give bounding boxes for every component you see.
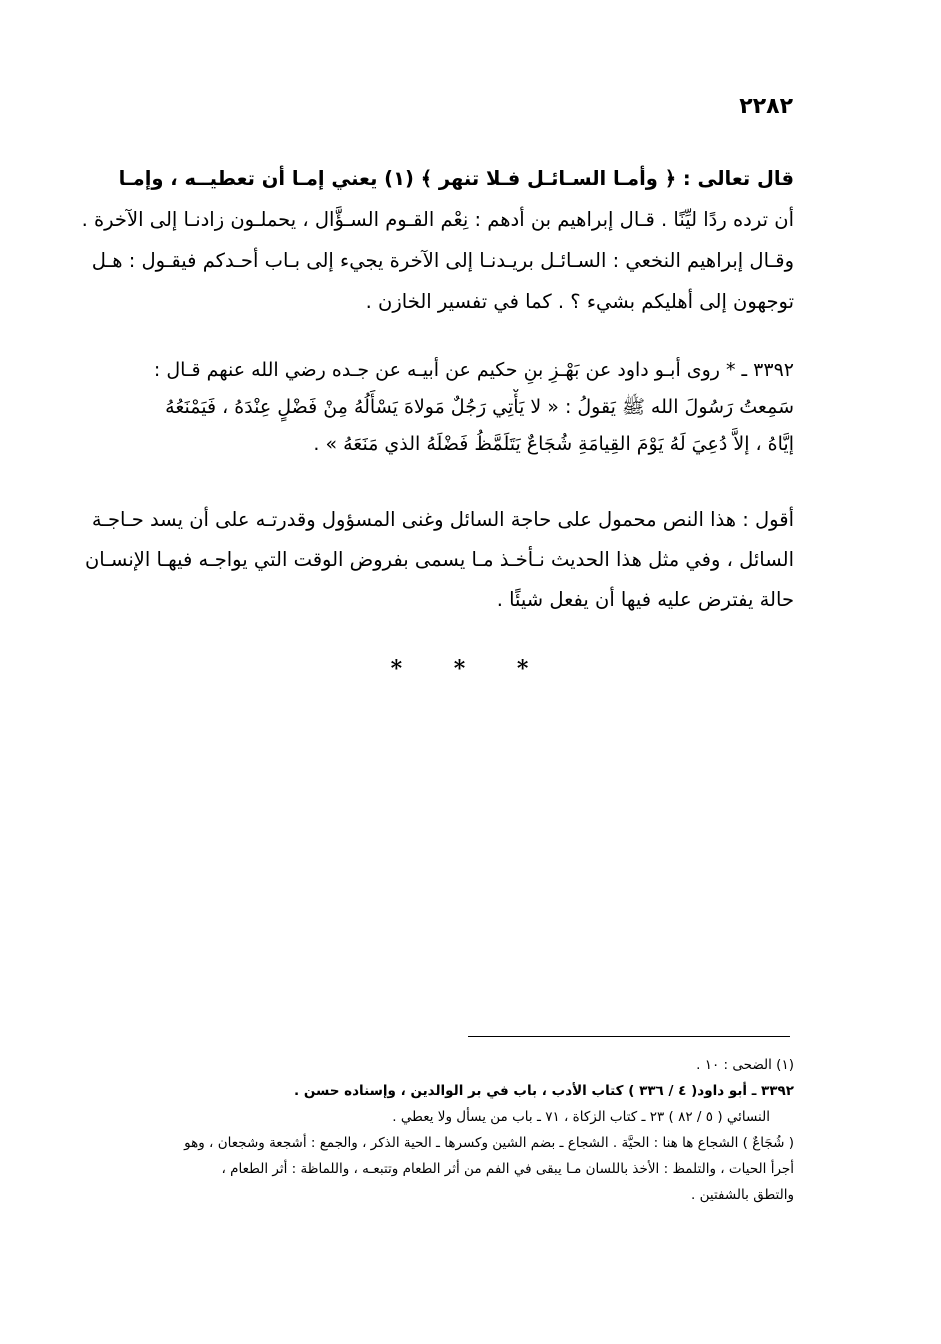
paragraph-line: توجهون إلى أهليكم بشيء ؟ . كما في تفسير الخازن . (365, 290, 794, 313)
commentary-line: أقول : هذا النص محمول على حاجة السائل وغنى المسؤول وقدرتـه على أن يسد حـاجـة (91, 508, 794, 531)
section-separator: * * * (390, 656, 551, 682)
hadith-line: إيَّاهُ ، إلاَّ دُعِيَ لَهُ يَوْمَ القِيامَةِ شُجَاعٌ يَتَلَمَّظُ فَضْلَهُ الذي مَنَعَهُ » . (313, 433, 794, 455)
commentary-block (74, 500, 794, 620)
footnote-line: أجرأ الحيات ، والتلمظ : الأخذ باللسان مـا يبقى في الفم من أثر الطعام وتتبعـه ، واللماظة : أثر الطعام ، (221, 1161, 794, 1177)
footnote-line: ٣٣٩٢ ـ أبو داود( ٤ / ٣٣٦ ) كتاب الأدب ، باب في بر الوالدين ، وإسناده حسن . (294, 1083, 794, 1099)
commentary-line: حالة يفترض عليه فيها أن يفعل شيئًا . (496, 588, 794, 611)
footnote-line: ( شُجَاعٌ ) الشجاع ها هنا : الحيَّة . الشجاع ـ بضم الشين وكسرها ـ الحية الذكر ، والجمع : أشجعة وشجعان ، وهو (184, 1135, 794, 1151)
footnotes (74, 1052, 794, 1208)
footnote-divider (468, 1036, 790, 1037)
footnote-line: (١) الضحى : ١٠ . (696, 1057, 794, 1073)
footnote-line: النسائي ( ٥ / ٨٢ ) ٢٣ ـ كتاب الزكاة ، ٧١ ـ باب من يسأل ولا يعطي . (392, 1109, 770, 1125)
paragraph-line: وقـال إبراهيم النخعي : السـائـل بريـدنـا إلى الآخرة يجيء إلى بـاب أحـدكم فيقـول : هـل (91, 249, 794, 272)
paragraph-line: قال تعالى : ﴿ وأمـا السـائـل فـلا تنهر ﴾ (١) يعني إمـا أن تعطيــه ، وإمـا (118, 167, 794, 190)
paragraph-line: أن ترده ردًا ليِّنًا . قـال إبراهيم بن أدهم : نِعْم القـوم السـؤَّال ، يحملـون زادنـا إلى الآخرة . (81, 208, 794, 231)
footnote-line: والتطق بالشفتين . (691, 1187, 794, 1203)
hadith-line: سَمِعتُ رَسُولَ الله ﷺ يَقولُ : « لا يَأْتِي رَجُلٌ مَولاهَ يَسْأَلُهُ مِنْ فَضْلٍ عِنْدَهُ ، فَيَمْنَعُهُ (165, 396, 794, 418)
commentary-line: السائل ، وفي مثل هذا الحديث نـأخـذ مـا يسمى بفروض الوقت التي يواجـه فيهـا الإنسـان (84, 548, 794, 571)
page-number: ٢٢٨٢ (739, 94, 793, 119)
hadith-block (74, 352, 794, 463)
paragraph-tafsir (74, 158, 794, 322)
hadith-line: ٣٣٩٢ ـ * روى أبـو داود عن بَهْـزِ بنِ حكيم عن أبيـه عن جـده رضي الله عنهم قـال : (153, 359, 794, 381)
